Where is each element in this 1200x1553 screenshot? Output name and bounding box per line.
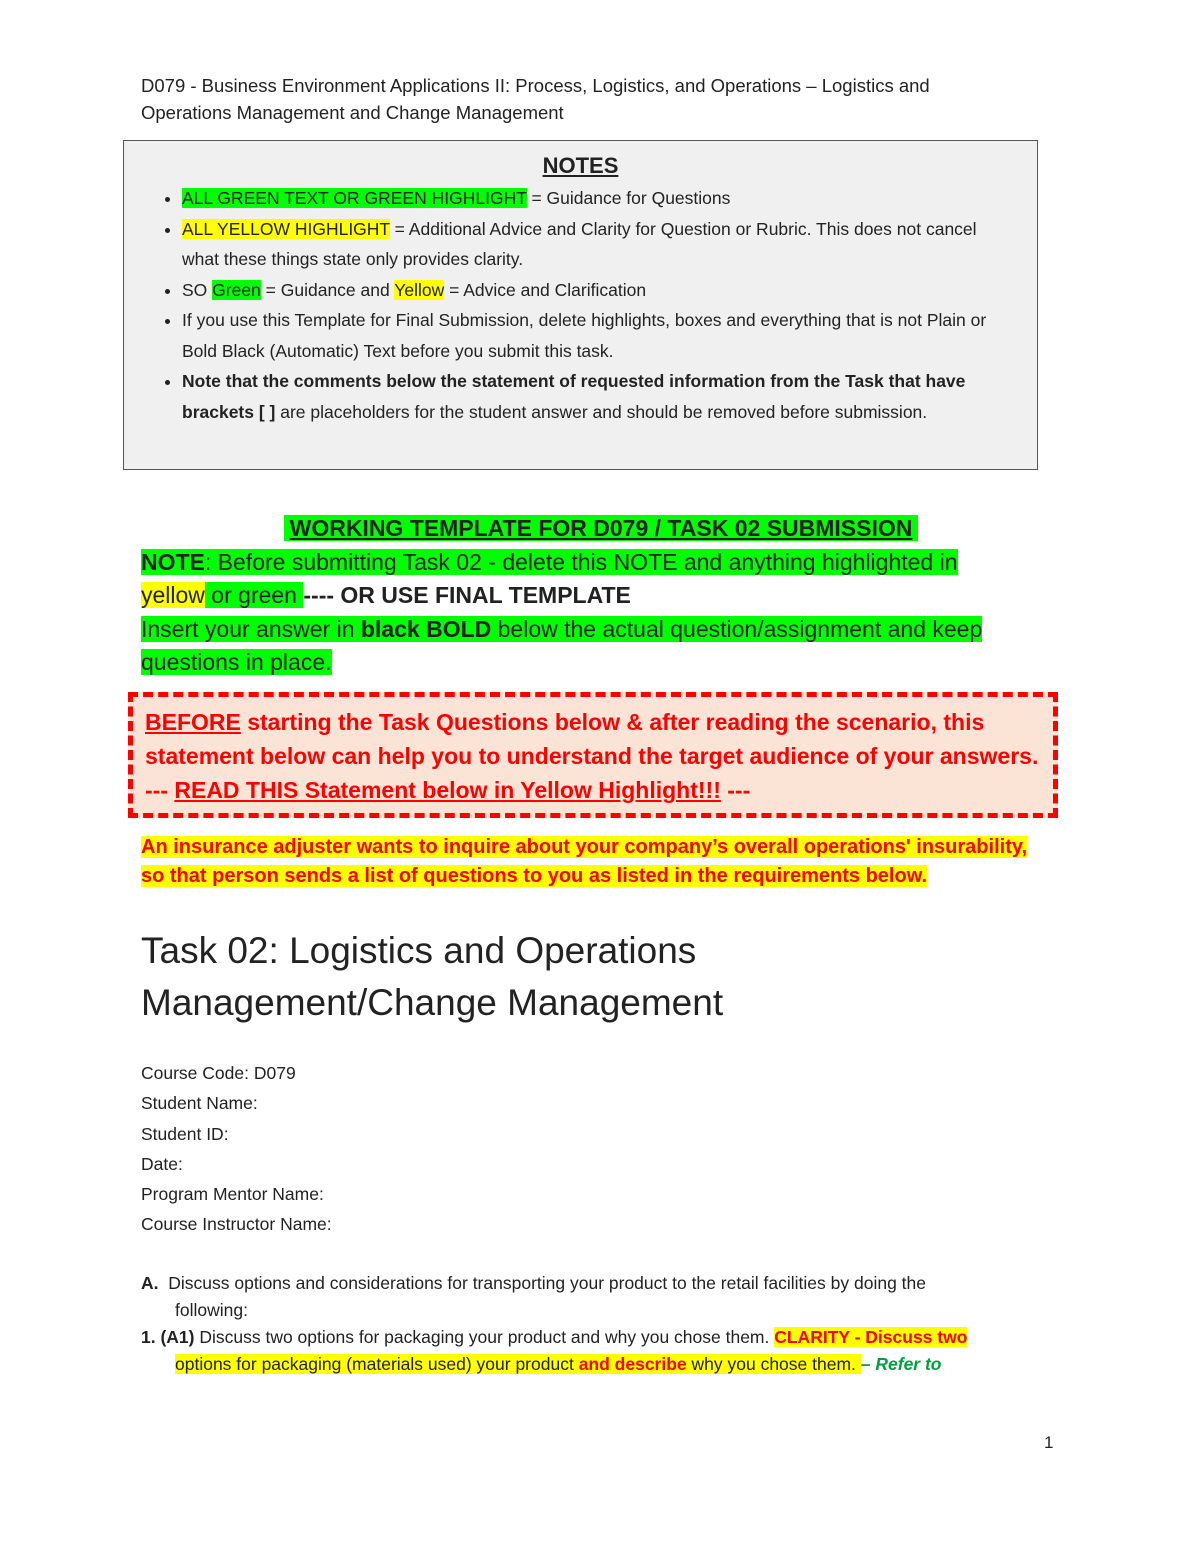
clarity-text: CLARITY - Discuss xyxy=(774,1327,938,1347)
before-end: --- xyxy=(720,777,751,803)
insert-text: below the actual question/assignment and keep xyxy=(491,615,983,642)
student-id-field: Student ID: xyxy=(141,1123,229,1144)
question-a-label: A. xyxy=(141,1273,159,1293)
notes-title: NOTES xyxy=(542,153,619,178)
notes-text: = Additional Advice and Clarity for Question or Rubric. This does not cancel what these things state only provides clarity. xyxy=(182,218,977,269)
insurance-line-2: so that person sends a list of questions to you as listed in the requirements below. xyxy=(141,865,928,887)
notes-box xyxy=(123,140,1038,470)
notes-item xyxy=(182,183,1017,214)
yellow-highlight-text: ALL YELLOW HIGHLIGHT xyxy=(182,218,390,239)
note-label: NOTE xyxy=(141,548,205,575)
green-highlight-text: Green xyxy=(212,279,261,300)
page-title xyxy=(141,925,1041,1029)
clarity-describe: and describe xyxy=(578,1353,687,1374)
insert-instruction xyxy=(141,613,1061,647)
before-callout-box xyxy=(128,692,1058,818)
notes-text: = Guidance for Questions xyxy=(526,188,731,208)
page-title-line-1: Task 02: Logistics and Operations xyxy=(141,930,697,971)
insert-text: questions in place. xyxy=(141,649,332,675)
clarity-body: options for packaging (materials used) your product xyxy=(175,1353,579,1374)
program-mentor-field: Program Mentor Name: xyxy=(141,1184,324,1205)
question-1-text: Discuss two options for packaging your product and why you chose them. xyxy=(194,1327,775,1347)
working-template-note xyxy=(141,546,1061,580)
notes-text: = Advice and Clarification xyxy=(444,279,647,300)
notes-text: SO xyxy=(182,279,213,300)
insurance-statement xyxy=(141,833,1061,891)
before-word: BEFORE xyxy=(145,709,241,735)
final-template-text: ---- OR USE FINAL TEMPLATE xyxy=(303,582,631,608)
yellow-word: yellow xyxy=(141,582,205,608)
question-a-text-line2: following: xyxy=(175,1299,248,1320)
insurance-line-1: An insurance adjuster wants to inquire about your company’s overall operations' insurability, xyxy=(141,836,1028,858)
student-info-fields xyxy=(141,1058,941,1240)
header-line-1: D079 - Business Environment Applications II: Process, Logistics, and Operations – Logistics and xyxy=(141,75,930,96)
clarity-two: two xyxy=(937,1327,968,1347)
question-a-text: Discuss options and considerations for transporting your product to the retail facilities by doing the xyxy=(168,1273,927,1293)
green-highlight-text: ALL GREEN TEXT OR GREEN HIGHLIGHT xyxy=(182,188,527,208)
question-1 xyxy=(141,1324,1061,1377)
yellow-highlight-text: Yellow xyxy=(394,279,445,300)
insert-text: Insert your answer in xyxy=(141,615,361,642)
notes-text: If you use this Template for Final Submission, delete highlights, boxes and everything that is not Plain or Bold Black (Automatic) Text before you submit this task. xyxy=(182,310,987,361)
notes-item xyxy=(182,305,1017,366)
notes-text: are placeholders for the student answer and should be removed before submission. xyxy=(275,401,928,422)
before-callout-text xyxy=(133,697,1053,807)
date-field: Date: xyxy=(141,1153,183,1174)
working-template-title xyxy=(141,512,1061,546)
insert-bold-text: black BOLD xyxy=(360,615,492,642)
note-text: : Before submitting Task 02 - delete this NOTE and anything highlighted in xyxy=(204,548,958,575)
insert-instruction-line2 xyxy=(141,646,1061,680)
working-template-title-text: WORKING TEMPLATE FOR D079 / TASK 02 SUBMISSION xyxy=(284,515,919,541)
page-title-line-2: Management/Change Management xyxy=(141,982,724,1023)
page-number: 1 xyxy=(1044,1433,1054,1452)
notes-item xyxy=(182,214,1017,275)
before-text: starting the Task Questions below & after reading the scenario, this statement below can help you to understand the target audience of your answers. --- xyxy=(145,709,1039,803)
notes-list xyxy=(124,183,1037,427)
working-template-section xyxy=(141,512,1061,680)
working-template-note-line2 xyxy=(141,579,1061,613)
document-header xyxy=(141,72,1041,126)
refer-to-text: – Refer to xyxy=(860,1353,942,1374)
notes-item xyxy=(182,275,1017,306)
clarity-body: why you chose them. xyxy=(686,1353,861,1374)
student-name-field: Student Name: xyxy=(141,1093,258,1114)
question-1-line2 xyxy=(141,1351,1061,1378)
course-instructor-field: Course Instructor Name: xyxy=(141,1214,332,1235)
notes-text: = Guidance and xyxy=(260,279,395,300)
or-green-text: or green xyxy=(204,582,304,608)
question-a xyxy=(141,1270,1061,1323)
header-line-2: Operations Management and Change Management xyxy=(141,102,564,123)
notes-bold-text: Note that the comments below the statement of requested information from the Task that have brackets [ ] xyxy=(182,371,966,422)
question-1-label: 1. (A1) xyxy=(141,1327,195,1347)
course-code-field: Course Code: D079 xyxy=(141,1063,296,1083)
notes-item xyxy=(182,366,1017,427)
read-statement-text: READ THIS Statement below in Yellow Highlight!!! xyxy=(174,777,721,803)
